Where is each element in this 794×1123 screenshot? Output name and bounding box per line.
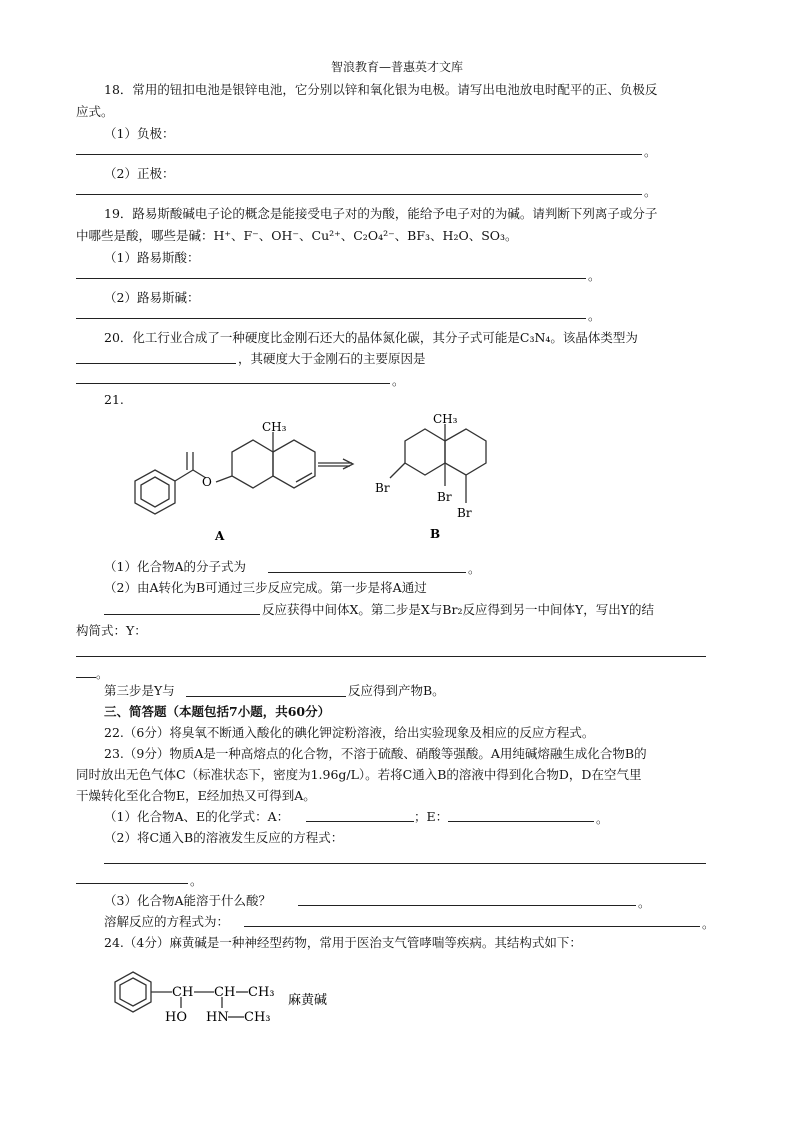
b-bromine-label-2: Br bbox=[437, 490, 452, 504]
a-methyl-label: CH₃ bbox=[262, 420, 287, 434]
q19-stem-1: 19．路易斯酸碱电子论的概念是能接受电子对的为酸，能给予电子对的为碱。请判断下列离子或分子 bbox=[104, 206, 658, 221]
q18-part-1: （1）负极： bbox=[104, 126, 175, 141]
q23-answer-line-a[interactable] bbox=[306, 821, 414, 822]
q21-part-3a: 第三步是Y与 bbox=[104, 683, 175, 698]
q21-number: 21. bbox=[104, 392, 124, 407]
period: 。 bbox=[588, 308, 601, 323]
q23-stem-3: 干燥转化至化合物E，E经加热又可得到A。 bbox=[76, 788, 316, 803]
b-right-ring bbox=[445, 429, 486, 475]
q23-part-3: （3）化合物A能溶于什么酸？ bbox=[104, 893, 271, 908]
a-ester-bond bbox=[175, 470, 193, 481]
q23-part-3b: 溶解反应的方程式为： bbox=[104, 914, 230, 929]
q23-answer-line-3[interactable] bbox=[76, 883, 188, 884]
period: 。 bbox=[588, 268, 601, 283]
q21-answer-line-3[interactable] bbox=[76, 656, 706, 657]
b-left-ring bbox=[405, 429, 445, 475]
q23-answer-line-2[interactable] bbox=[104, 863, 706, 864]
q23-part-2: （2）将C通入B的溶液发生反应的方程式： bbox=[104, 830, 344, 845]
page-header: 智浪教育—普惠英才文库 bbox=[331, 60, 464, 74]
b-methyl-label: CH₃ bbox=[433, 412, 458, 426]
period: 。 bbox=[596, 811, 609, 826]
q21-answer-line-2[interactable] bbox=[104, 614, 260, 615]
period: 。 bbox=[702, 916, 715, 931]
amine-label: HN bbox=[206, 1010, 229, 1025]
period: 。 bbox=[468, 561, 481, 576]
ch-label-1: CH bbox=[172, 985, 194, 1000]
q21-part-2b: 反应获得中间体X。第二步是X与Br₂反应得到另一中间体Y，写出Y的结 bbox=[262, 602, 654, 617]
b-bromine-label-3: Br bbox=[457, 506, 472, 520]
q19-stem-2: 中哪些是酸，哪些是碱：H⁺、F⁻、OH⁻、Cu²⁺、C₂O₄²⁻、BF₃、H₂O、SO₃。 bbox=[76, 228, 518, 243]
q21-part-3b: 反应得到产物B。 bbox=[348, 683, 445, 698]
period: 。 bbox=[644, 184, 657, 199]
q23-answer-line-e[interactable] bbox=[448, 821, 594, 822]
q24-text: 24.（4分）麻黄碱是一种神经型药物，常用于医治支气管哮喘等疾病。其结构式如下： bbox=[104, 935, 582, 950]
q19-part-2: （2）路易斯碱： bbox=[104, 290, 200, 305]
ephedrine-name: 麻黄碱 bbox=[288, 993, 328, 1008]
q22-text: 22.（6分）将臭氧不断通入酸化的碘化钾淀粉溶液，给出实验现象及相应的反应方程式。 bbox=[104, 725, 595, 740]
q21-answer-line-1[interactable] bbox=[268, 572, 466, 573]
period: 。 bbox=[644, 144, 657, 159]
q23-part-1-sep: ；E： bbox=[414, 809, 449, 824]
q21-answer-line-5[interactable] bbox=[186, 696, 346, 697]
compound-a-label: A bbox=[215, 529, 225, 543]
period: 。 bbox=[96, 666, 109, 681]
a-left-ring bbox=[232, 440, 273, 488]
q20-stem-2: ，其硬度大于金刚石的主要原因是 bbox=[238, 351, 426, 366]
period: 。 bbox=[190, 873, 203, 888]
q21-part-2c: 构简式：Y： bbox=[76, 623, 147, 638]
section-3-title: 三、简答题（本题包括7小题，共60分） bbox=[104, 704, 331, 719]
q21-part-1: （1）化合物A的分子式为 bbox=[104, 559, 246, 574]
a-right-ring bbox=[273, 440, 315, 488]
q23-answer-line-4[interactable] bbox=[298, 905, 636, 906]
q23-part-1: （1）化合物A、E的化学式：A： bbox=[104, 809, 290, 824]
q18-stem-2: 应式。 bbox=[76, 104, 114, 119]
q23-stem-2: 同时放出无色气体C（标准状态下，密度为1.96g/L）。若将C通入B的溶液中得到化合物D，D在空气里 bbox=[76, 767, 642, 782]
q23-stem-1: 23.（9分）物质A是一种高熔点的化合物，不溶于硫酸、硝酸等强酸。A用纯碱熔融生成化合物B的 bbox=[104, 746, 647, 761]
q19-part-1: （1）路易斯酸： bbox=[104, 250, 200, 265]
methyl-label: CH₃ bbox=[248, 985, 275, 1000]
compound-b-label: B bbox=[430, 527, 441, 541]
b-bromine-label-1: Br bbox=[375, 481, 390, 495]
hydroxyl-label: HO bbox=[165, 1010, 187, 1025]
a-oxygen-label: O bbox=[202, 475, 212, 489]
period: 。 bbox=[392, 373, 405, 388]
ch-label-2: CH bbox=[214, 985, 236, 1000]
q18-stem-1: 18．常用的钮扣电池是银锌电池，它分别以锌和氧化银为电极。请写出电池放电时配平的正、负极反 bbox=[104, 82, 658, 97]
n-methyl-label: CH₃ bbox=[244, 1010, 271, 1025]
q21-part-2: （2）由A转化为B可通过三步反应完成。第一步是将A通过 bbox=[104, 580, 427, 595]
q23-answer-line-5[interactable] bbox=[244, 926, 700, 927]
q20-stem-1: 20．化工行业合成了一种硬度比金刚石还大的晶体氮化碳，其分子式可能是C₃N₄。该晶体类型为 bbox=[104, 330, 638, 345]
period: 。 bbox=[638, 895, 651, 910]
q21-answer-line-4[interactable] bbox=[76, 677, 96, 678]
q18-part-2: （2）正极： bbox=[104, 166, 175, 181]
